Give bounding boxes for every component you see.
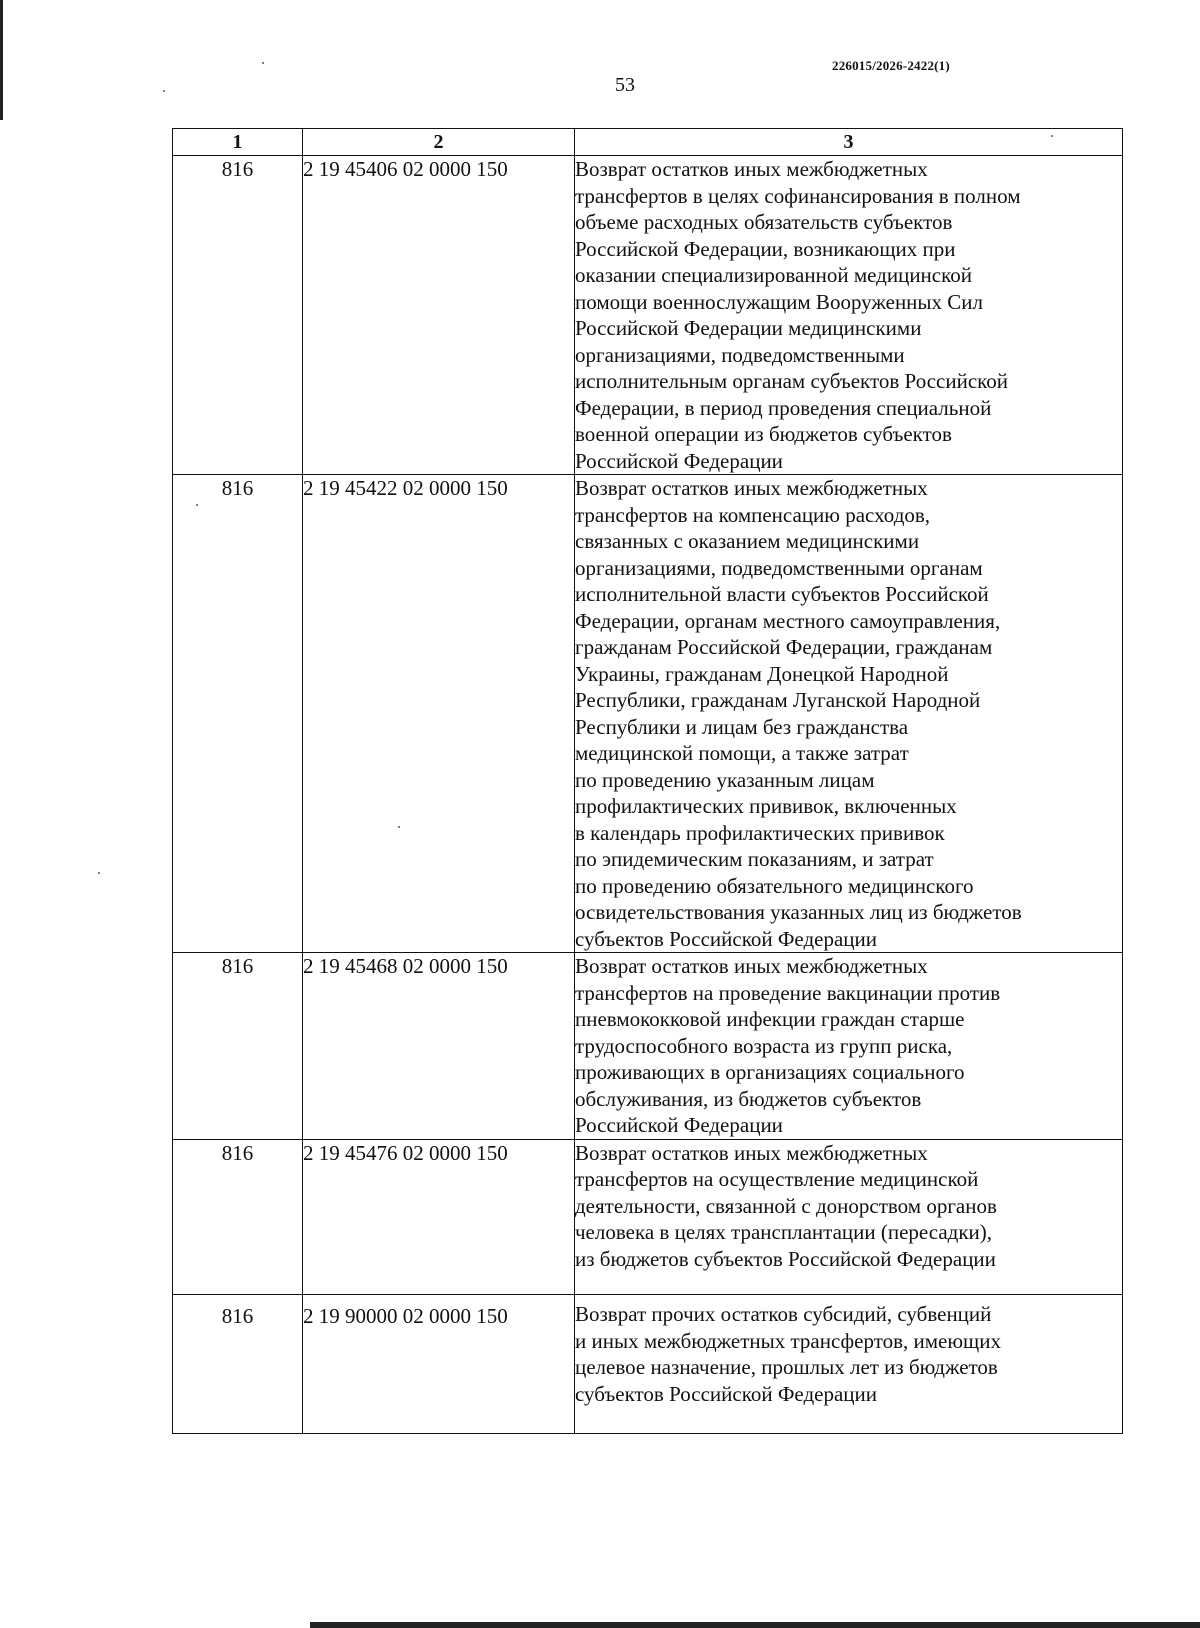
description-line: Российской Федерации медицинскими bbox=[575, 316, 922, 340]
description-line: трудоспособного возраста из групп риска, bbox=[575, 1033, 953, 1058]
description-line: и иных межбюджетных трансфертов, имеющих bbox=[575, 1328, 1001, 1353]
description-line: трансфертов в целях софинансирования в полном bbox=[575, 183, 1021, 208]
description-line: пневмококковой инфекции граждан старше bbox=[575, 1007, 965, 1031]
description-line: гражданам Российской Федерации, гражданам bbox=[575, 635, 993, 659]
description-line: трансфертов на осуществление медицинской bbox=[575, 1167, 979, 1191]
table-row bbox=[173, 156, 1123, 475]
column-header-2: 2 bbox=[303, 129, 575, 156]
description-line: помощи военнослужащим Вооруженных Сил bbox=[575, 289, 984, 314]
description-line: Российской Федерации, возникающих при bbox=[575, 236, 956, 261]
scan-speck bbox=[98, 872, 100, 874]
description-line: исполнительным органам субъектов Российской bbox=[575, 369, 1009, 393]
description-line: деятельности, связанной с донорством органов bbox=[575, 1193, 997, 1218]
description-line: организациями, подведомственными органам bbox=[575, 555, 983, 580]
scan-speck bbox=[262, 62, 264, 64]
description-line: Российской Федерации bbox=[575, 448, 783, 473]
description-cell bbox=[575, 1139, 1123, 1295]
description-line: медицинской помощи, а также затрат bbox=[575, 741, 909, 765]
table-row bbox=[173, 1295, 1123, 1434]
header-row bbox=[173, 129, 1123, 156]
description-line: организациями, подведомственными bbox=[575, 342, 905, 367]
description-line: Республики и лицам без гражданства bbox=[575, 714, 909, 739]
description-line: освидетельствования указанных лиц из бюджетов bbox=[575, 900, 1022, 924]
column-header-3: 3 bbox=[575, 129, 1123, 156]
description-line: Возврат остатков иных межбюджетных bbox=[575, 954, 928, 978]
description-line: обслуживания, из бюджетов субъектов bbox=[575, 1086, 922, 1111]
description-line: в календарь профилактических прививок bbox=[575, 820, 945, 845]
description-line: Украины, гражданам Донецкой Народной bbox=[575, 661, 949, 686]
description-line: оказании специализированной медицинской bbox=[575, 263, 972, 287]
description-line: Федерации, в период проведения специальной bbox=[575, 395, 992, 420]
description-line: Возврат остатков иных межбюджетных bbox=[575, 476, 928, 500]
scan-speck bbox=[163, 90, 165, 92]
page-number: 53 bbox=[615, 74, 635, 96]
table-row bbox=[173, 1139, 1123, 1295]
scan-edge-bottom bbox=[310, 1622, 1200, 1628]
description-line: Российской Федерации bbox=[575, 1113, 783, 1137]
description-line: связанных с оказанием медицинскими bbox=[575, 529, 920, 553]
admin-code-cell: 816 bbox=[173, 953, 303, 1140]
description-line: по проведению обязательного медицинского bbox=[575, 873, 974, 898]
description-line: Возврат остатков иных межбюджетных bbox=[575, 1140, 928, 1165]
budget-code-cell: 2 19 45422 02 0000 150 bbox=[303, 475, 575, 953]
description-line: Федерации, органам местного самоуправления, bbox=[575, 608, 1001, 633]
column-header-1: 1 bbox=[173, 129, 303, 156]
description-line: субъектов Российской Федерации bbox=[575, 1381, 878, 1406]
table-row bbox=[173, 953, 1123, 1140]
budget-classification-table bbox=[172, 128, 1123, 1434]
description-line: целевое назначение, прошлых лет из бюджетов bbox=[575, 1355, 998, 1379]
description-line: субъектов Российской Федерации bbox=[575, 926, 878, 951]
description-line: по проведению указанным лицам bbox=[575, 767, 875, 792]
document-code: 226015/2026-2422(1) bbox=[832, 58, 950, 73]
admin-code-cell: 816 bbox=[173, 475, 303, 953]
admin-code-cell: 816 bbox=[173, 156, 303, 475]
budget-code-cell: 2 19 90000 02 0000 150 bbox=[303, 1295, 575, 1434]
description-line: Республики, гражданам Луганской Народной bbox=[575, 688, 981, 712]
description-line: трансфертов на проведение вакцинации против bbox=[575, 980, 1001, 1005]
description-line: исполнительной власти субъектов Российской bbox=[575, 582, 989, 606]
budget-code-cell: 2 19 45468 02 0000 150 bbox=[303, 953, 575, 1140]
description-cell bbox=[575, 475, 1123, 953]
admin-code-cell: 816 bbox=[173, 1295, 303, 1434]
admin-code-cell: 816 bbox=[173, 1139, 303, 1295]
table-body bbox=[173, 156, 1123, 1434]
description-line: из бюджетов субъектов Российской Федерации bbox=[575, 1246, 996, 1271]
description-line: профилактических прививок, включенных bbox=[575, 794, 957, 818]
description-line: по эпидемическим показаниям, и затрат bbox=[575, 847, 934, 871]
description-line: объеме расходных обязательств субъектов bbox=[575, 210, 953, 234]
description-line: Возврат прочих остатков субсидий, субвенций bbox=[575, 1302, 992, 1326]
description-cell bbox=[575, 1295, 1123, 1434]
scan-edge-left bbox=[0, 0, 3, 120]
table-row bbox=[173, 475, 1123, 953]
description-line: человека в целях трансплантации (пересадки), bbox=[575, 1220, 993, 1244]
description-line: военной операции из бюджетов субъектов bbox=[575, 422, 952, 446]
description-line: трансфертов на компенсацию расходов, bbox=[575, 502, 931, 527]
description-cell bbox=[575, 156, 1123, 475]
description-line: проживающих в организациях социального bbox=[575, 1060, 965, 1084]
budget-code-cell: 2 19 45406 02 0000 150 bbox=[303, 156, 575, 475]
table-header bbox=[173, 129, 1123, 156]
budget-code-cell: 2 19 45476 02 0000 150 bbox=[303, 1139, 575, 1295]
description-cell bbox=[575, 953, 1123, 1140]
description-line: Возврат остатков иных межбюджетных bbox=[575, 157, 928, 181]
